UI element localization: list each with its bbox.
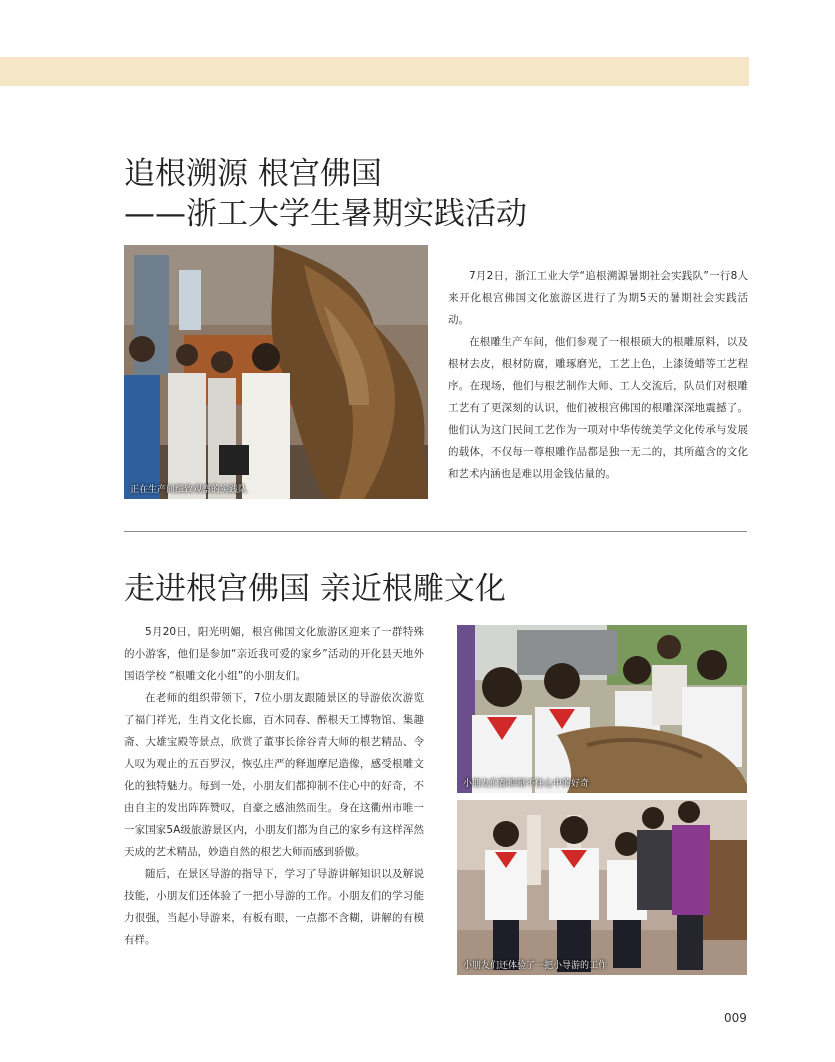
article-paragraph: 5月20日，阳光明媚，根宫佛国文化旅游区迎来了一群特殊的小游客，他们是参加“亲近我可爱的家乡”活动的开化县天地外国语学校 “根雕文化小组”的小朋友们。 [124, 626, 424, 682]
workshop-photo [124, 245, 428, 499]
children-photo-2-image [457, 800, 747, 975]
header-band [0, 57, 749, 86]
section-divider [124, 531, 747, 532]
article-paragraph: 7月2日，浙江工业大学“追根溯源暑期社会实践队”一行8人来开化根宫佛国文化旅游区进行了为期5天的暑期社会实践活动。 [448, 270, 748, 326]
children-photo-1-caption: 小朋友们都抑制不住心中的好奇 [463, 779, 590, 789]
article-body-2 [124, 621, 424, 951]
page-number: 009 [724, 1011, 747, 1025]
title-line-2: ——浙工大学生暑期实践活动 [124, 196, 527, 232]
article-paragraph: 在老师的组织带领下，7位小朋友跟随景区的导游依次游览了福门祥光，生肖文化长廊，百木同春、醉根天工博物馆、集趣斋、大雄宝殿等景点，欣赏了董事长徐谷青大师的根艺精品、令人叹为观止的五百罗汉，恢弘庄严的释迦摩尼造像，感受根雕文化的独特魅力。每到一处，小朋友们都抑制不住心中的好奇，不由自主的发出阵阵赞叹，自豪之感油然而生。身在这衢州市唯一一家国家5A级旅游景区内，小朋友们都为自己的家乡有这样浑然天成的艺术精品，妙造自然的根艺大师而感到骄傲。 [124, 692, 424, 858]
workshop-photo-image [124, 245, 428, 499]
children-photo-1-image [457, 625, 747, 793]
children-photo-2-caption: 小朋友们还体验了一把小导游的工作 [463, 961, 608, 971]
title-line-1: 追根溯源 根宫佛国 [124, 156, 382, 192]
article-paragraph: 在根雕生产车间，他们参观了一根根硕大的根雕原料，以及根材去皮，根材防腐，雕琢磨光，工艺上色，上漆烫蜡等工艺程序。在现场，他们与根艺制作大师、工人交流后，队员们对根雕工艺有了更深刻的认识，他们被根宫佛国的根雕深深地震撼了。他们认为这门民间工艺作为一项对中华传统美学文化传承与发展的载体，不仅每一尊根雕作品都是独一无二的，其所蕴含的文化和艺术内涵也是难以用金钱估量的。 [448, 336, 748, 480]
article-paragraph: 随后，在景区导游的指导下，学习了导游讲解知识以及解说技能，小朋友们还体验了一把小导游的工作。小朋友们的学习能力很强，当起小导游来，有板有眼，一点都不含糊，讲解的有模有样。 [124, 868, 424, 946]
children-photo-2 [457, 800, 747, 975]
section-title: 走进根宫佛国 亲近根雕文化 [124, 571, 506, 607]
workshop-photo-caption: 正在生产间细致观察的实践队 [130, 485, 248, 495]
article-body-1 [448, 265, 748, 485]
children-photo-1 [457, 625, 747, 793]
